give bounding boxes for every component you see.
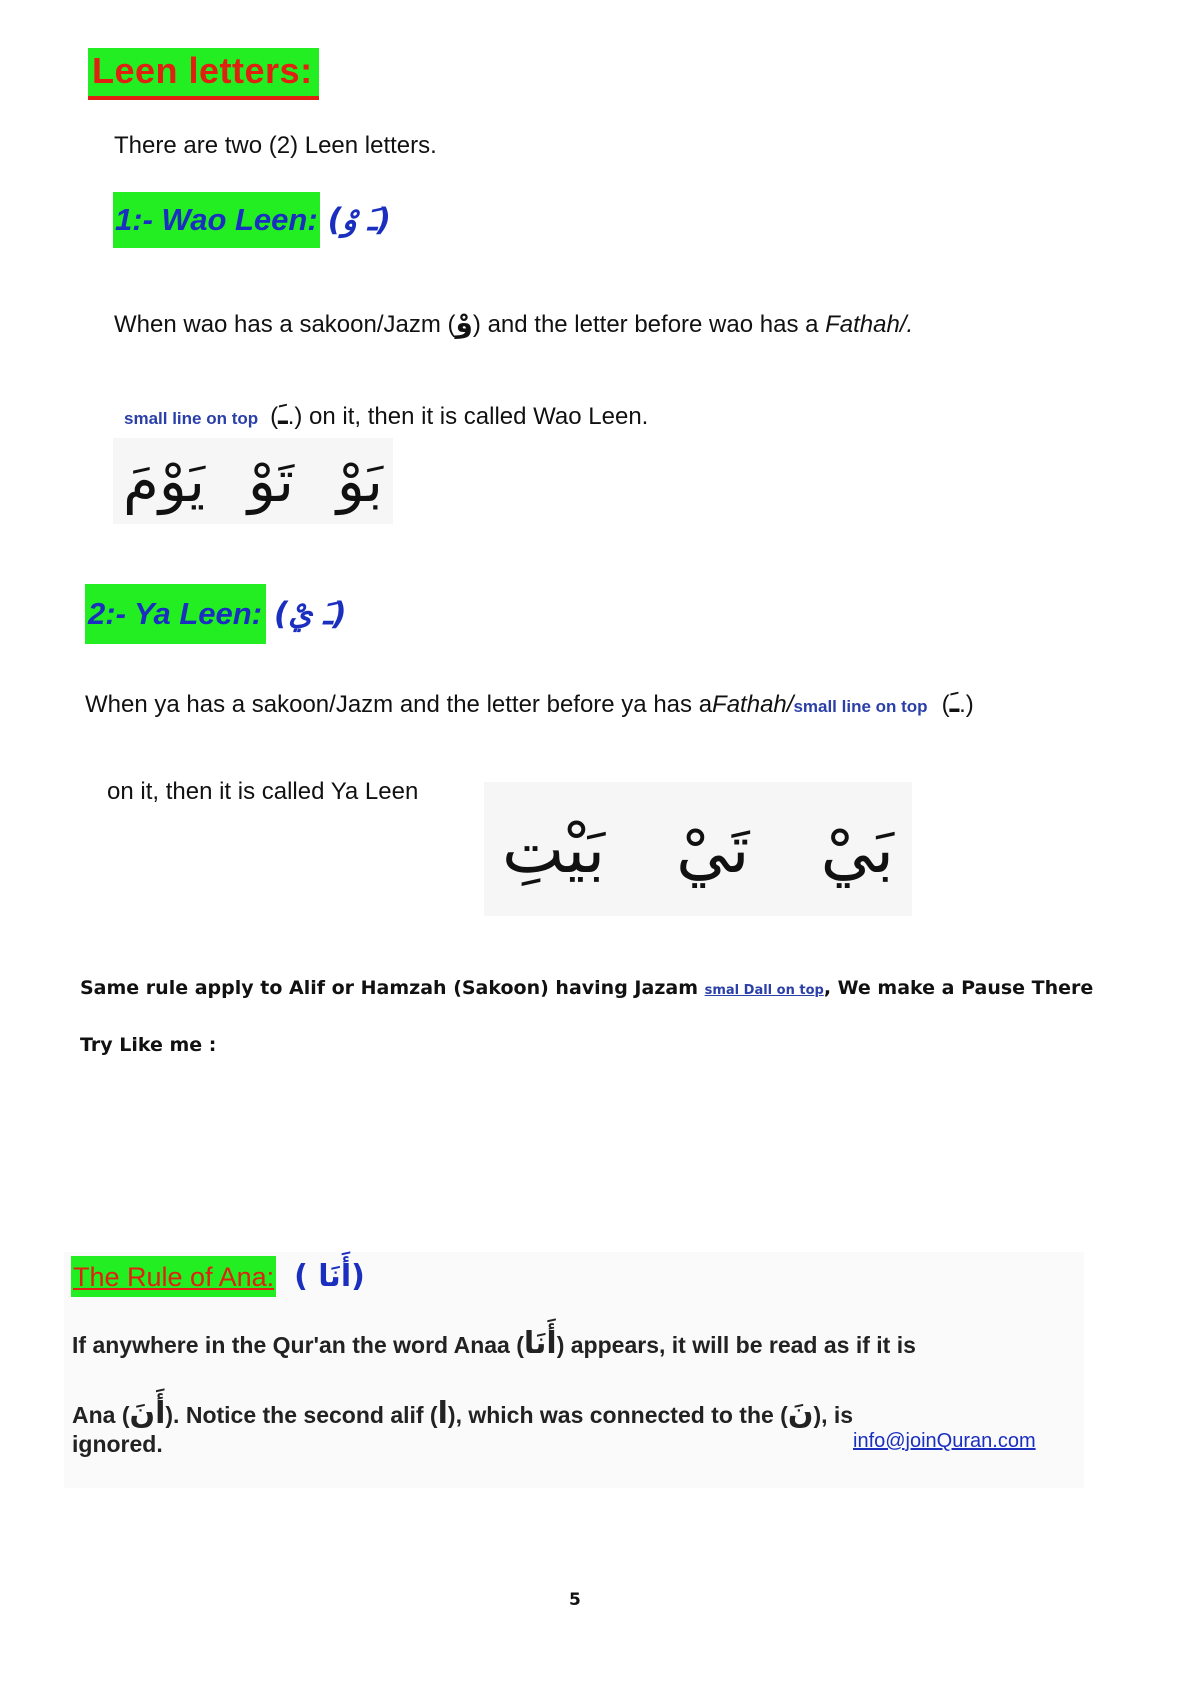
ana-p2-text-a: Ana (: [72, 1402, 130, 1428]
ya-rule-line-2: on it, then it is called Ya Leen: [107, 778, 419, 805]
rule-of-ana-paragraph-3: ignored.: [72, 1431, 163, 1457]
ana-glyph-anaa: أَنَا: [523, 1326, 557, 1361]
ya-example-word: بَيْ: [820, 810, 894, 888]
wao-fathah-text: Fathah/.: [825, 311, 914, 338]
same-rule-text-b: , We make a Pause There: [823, 977, 1094, 999]
email-link[interactable]: info@joinQuran.com: [853, 1430, 1036, 1452]
wao-small-line-label: small line on top: [124, 409, 259, 428]
ya-rule-text-a: When ya has a sakoon/Jazm and the letter before ya has a: [85, 691, 713, 718]
ya-paren-open: (: [941, 691, 950, 718]
ana-glyph-ana: أَنَ: [129, 1396, 166, 1431]
wao-example-word: تَوْ: [247, 447, 295, 515]
ana-p2-text-c: ), which was connected to the (: [447, 1402, 788, 1428]
ya-rule-line-1: [85, 686, 974, 719]
ana-glyph-noon: نَ: [787, 1396, 814, 1431]
wao-rule-line-1: [114, 306, 913, 339]
small-dall-label: smal Dall on top: [704, 983, 824, 998]
wao-rule-text-b: ) and the letter before wao has a: [472, 311, 826, 338]
ana-p2-text-d: ), is: [813, 1402, 854, 1428]
rule-of-ana-title: The Rule of Ana:: [71, 1256, 276, 1297]
ana-p2-text-b: ). Notice the second alif (: [165, 1402, 438, 1428]
leen-letters-title-text: Leen letters:: [92, 50, 313, 91]
same-rule-line: [80, 977, 1093, 999]
leen-letters-title: [88, 48, 319, 100]
rule-of-ana-paragraph-2: [72, 1396, 853, 1431]
wao-example-word: يَوْمَ: [123, 447, 206, 515]
ana-p1-text-a: If anywhere in the Qur'an the word Anaa (: [72, 1332, 524, 1358]
wao-rule-line-2-text: .) on it, then it is called Wao Leen.: [287, 403, 649, 430]
ya-small-line-label: small line on top: [793, 697, 928, 716]
leen-intro-text: There are two (2) Leen letters.: [114, 132, 437, 159]
wao-leen-heading-arabic: (ـَ وْ): [327, 202, 391, 238]
ya-leen-examples: [484, 782, 912, 916]
wao-leen-examples: [113, 438, 393, 524]
wao-leen-heading-label: 1:- Wao Leen:: [113, 192, 320, 248]
ya-fathah-glyph: ـَ: [949, 686, 960, 719]
wao-rule-text-a: When wao has a sakoon/Jazm (: [114, 311, 456, 338]
ana-glyph-alif: ا: [437, 1396, 448, 1431]
ya-example-word: تَيْ: [676, 810, 750, 888]
ya-leen-heading: [85, 584, 346, 644]
rule-of-ana-paragraph-1: [72, 1326, 916, 1361]
same-rule-text-a: Same rule apply to Alif or Hamzah (Sakoon) having Jazam: [80, 977, 705, 999]
wao-paren-open: (: [270, 403, 279, 430]
ana-p1-text-b: ) appears, it will be read as if it is: [556, 1332, 916, 1358]
ya-paren-close: .): [959, 691, 974, 718]
rule-of-ana-heading: [71, 1256, 365, 1297]
wao-sakoon-glyph: وْ: [455, 306, 473, 339]
wao-rule-line-2: [124, 398, 648, 431]
rule-of-ana-arabic: ( أَنَا): [294, 1259, 365, 1294]
ya-leen-heading-label: 2:- Ya Leen:: [85, 584, 266, 644]
ya-fathah-text: Fathah/: [712, 691, 794, 718]
page-number: 5: [569, 1590, 581, 1610]
wao-example-word: بَوْ: [336, 447, 383, 515]
wao-leen-heading: [113, 192, 391, 248]
ya-leen-heading-arabic: (ـَ يْ): [274, 596, 347, 632]
ya-example-word: بَيْتِ: [502, 810, 606, 888]
wao-fathah-glyph: ـَ: [278, 398, 288, 431]
try-like-me-text: Try Like me :: [80, 1034, 217, 1056]
